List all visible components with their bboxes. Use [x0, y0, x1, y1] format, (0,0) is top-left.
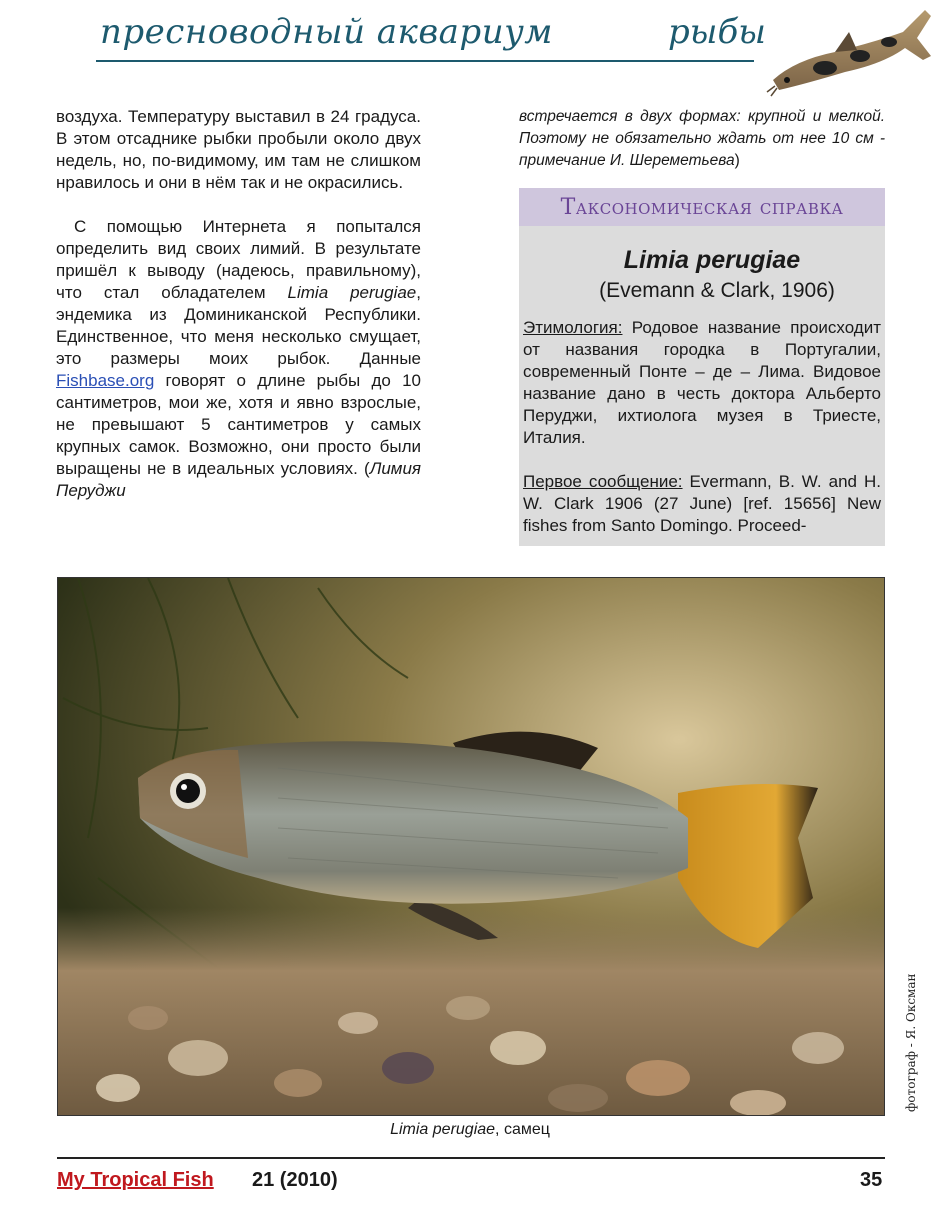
photo-caption: Limia perugiae, самец: [390, 1121, 550, 1138]
taxonomy-species: Limia perugiae: [623, 246, 801, 274]
left-column: [56, 106, 421, 524]
fishbase-link[interactable]: Fishbase.org: [56, 371, 155, 390]
footer-rule: [57, 1157, 885, 1159]
taxonomy-heading: Таксономическая справка: [560, 194, 844, 220]
species-name-inline: Limia perugiae: [287, 283, 417, 302]
taxonomy-author: (Evemann & Clark, 1906): [599, 279, 835, 302]
paragraph-2: С помощью Интернета я попытался определить вид своих лимий. В результате пришёл к выводу (надеюсь, правильному), что стал обладателем Limia perugiae, эндемика из Доминиканской Республики. Единственное, что меня несколько смущает, это размеры моих рыбок. Данные Fishbase.org говорят о длине рыбы до 10 сантиметров, мои же, хотя и явно взрослые, не превышают 5 сантиметров у самых крупных самок. Возможно, они просто были выращены не в идеальных условиях. (Лимия Перуджи: [56, 217, 421, 500]
magazine-name[interactable]: My Tropical Fish: [57, 1169, 214, 1191]
editor-note: встречается в двух формах: крупной и мелкой. Поэтому не обязательно ждать от нее 10 см - примечание И. Шереметьева): [519, 108, 885, 169]
section-title: пресноводный аквариум: [100, 12, 553, 52]
page-number: 35: [860, 1169, 883, 1191]
photo-credit: фотограф - Я. Оксман: [904, 973, 918, 1112]
paragraph-1: воздуха. Температуру выставил в 24 градуса. В этом отсаднике рыбки пробыли около двух недель, но, по-видимому, им там не слишком нравилось и они в нём так и не окрасились.: [56, 107, 421, 192]
section-category: рыбы: [668, 12, 766, 52]
taxonomy-box: [519, 188, 885, 546]
header-rule: [96, 60, 754, 62]
first-report: Первое сообщение: Evermann, B. W. and H. W. Clark 1906 (27 June) [ref. 15656] New fishes from Santo Domingo. Proceed-: [523, 472, 881, 535]
fish-photo: [57, 577, 885, 1116]
issue-number: 21 (2010): [252, 1169, 338, 1191]
editor-note-start: Лимия Перуджи: [56, 459, 421, 500]
etymology: Этимология: Родовое название происходит от названия городка в Португалии, современный Понте – де – Лима. Видовое название дано в честь доктора Альберто Перуджи, ихтиолога музея в Триесте, Италия.: [523, 318, 881, 447]
catfish-logo-image: [765, 2, 935, 98]
taxonomy-body: [519, 317, 885, 537]
taxonomy-heading-bar: [519, 188, 885, 226]
